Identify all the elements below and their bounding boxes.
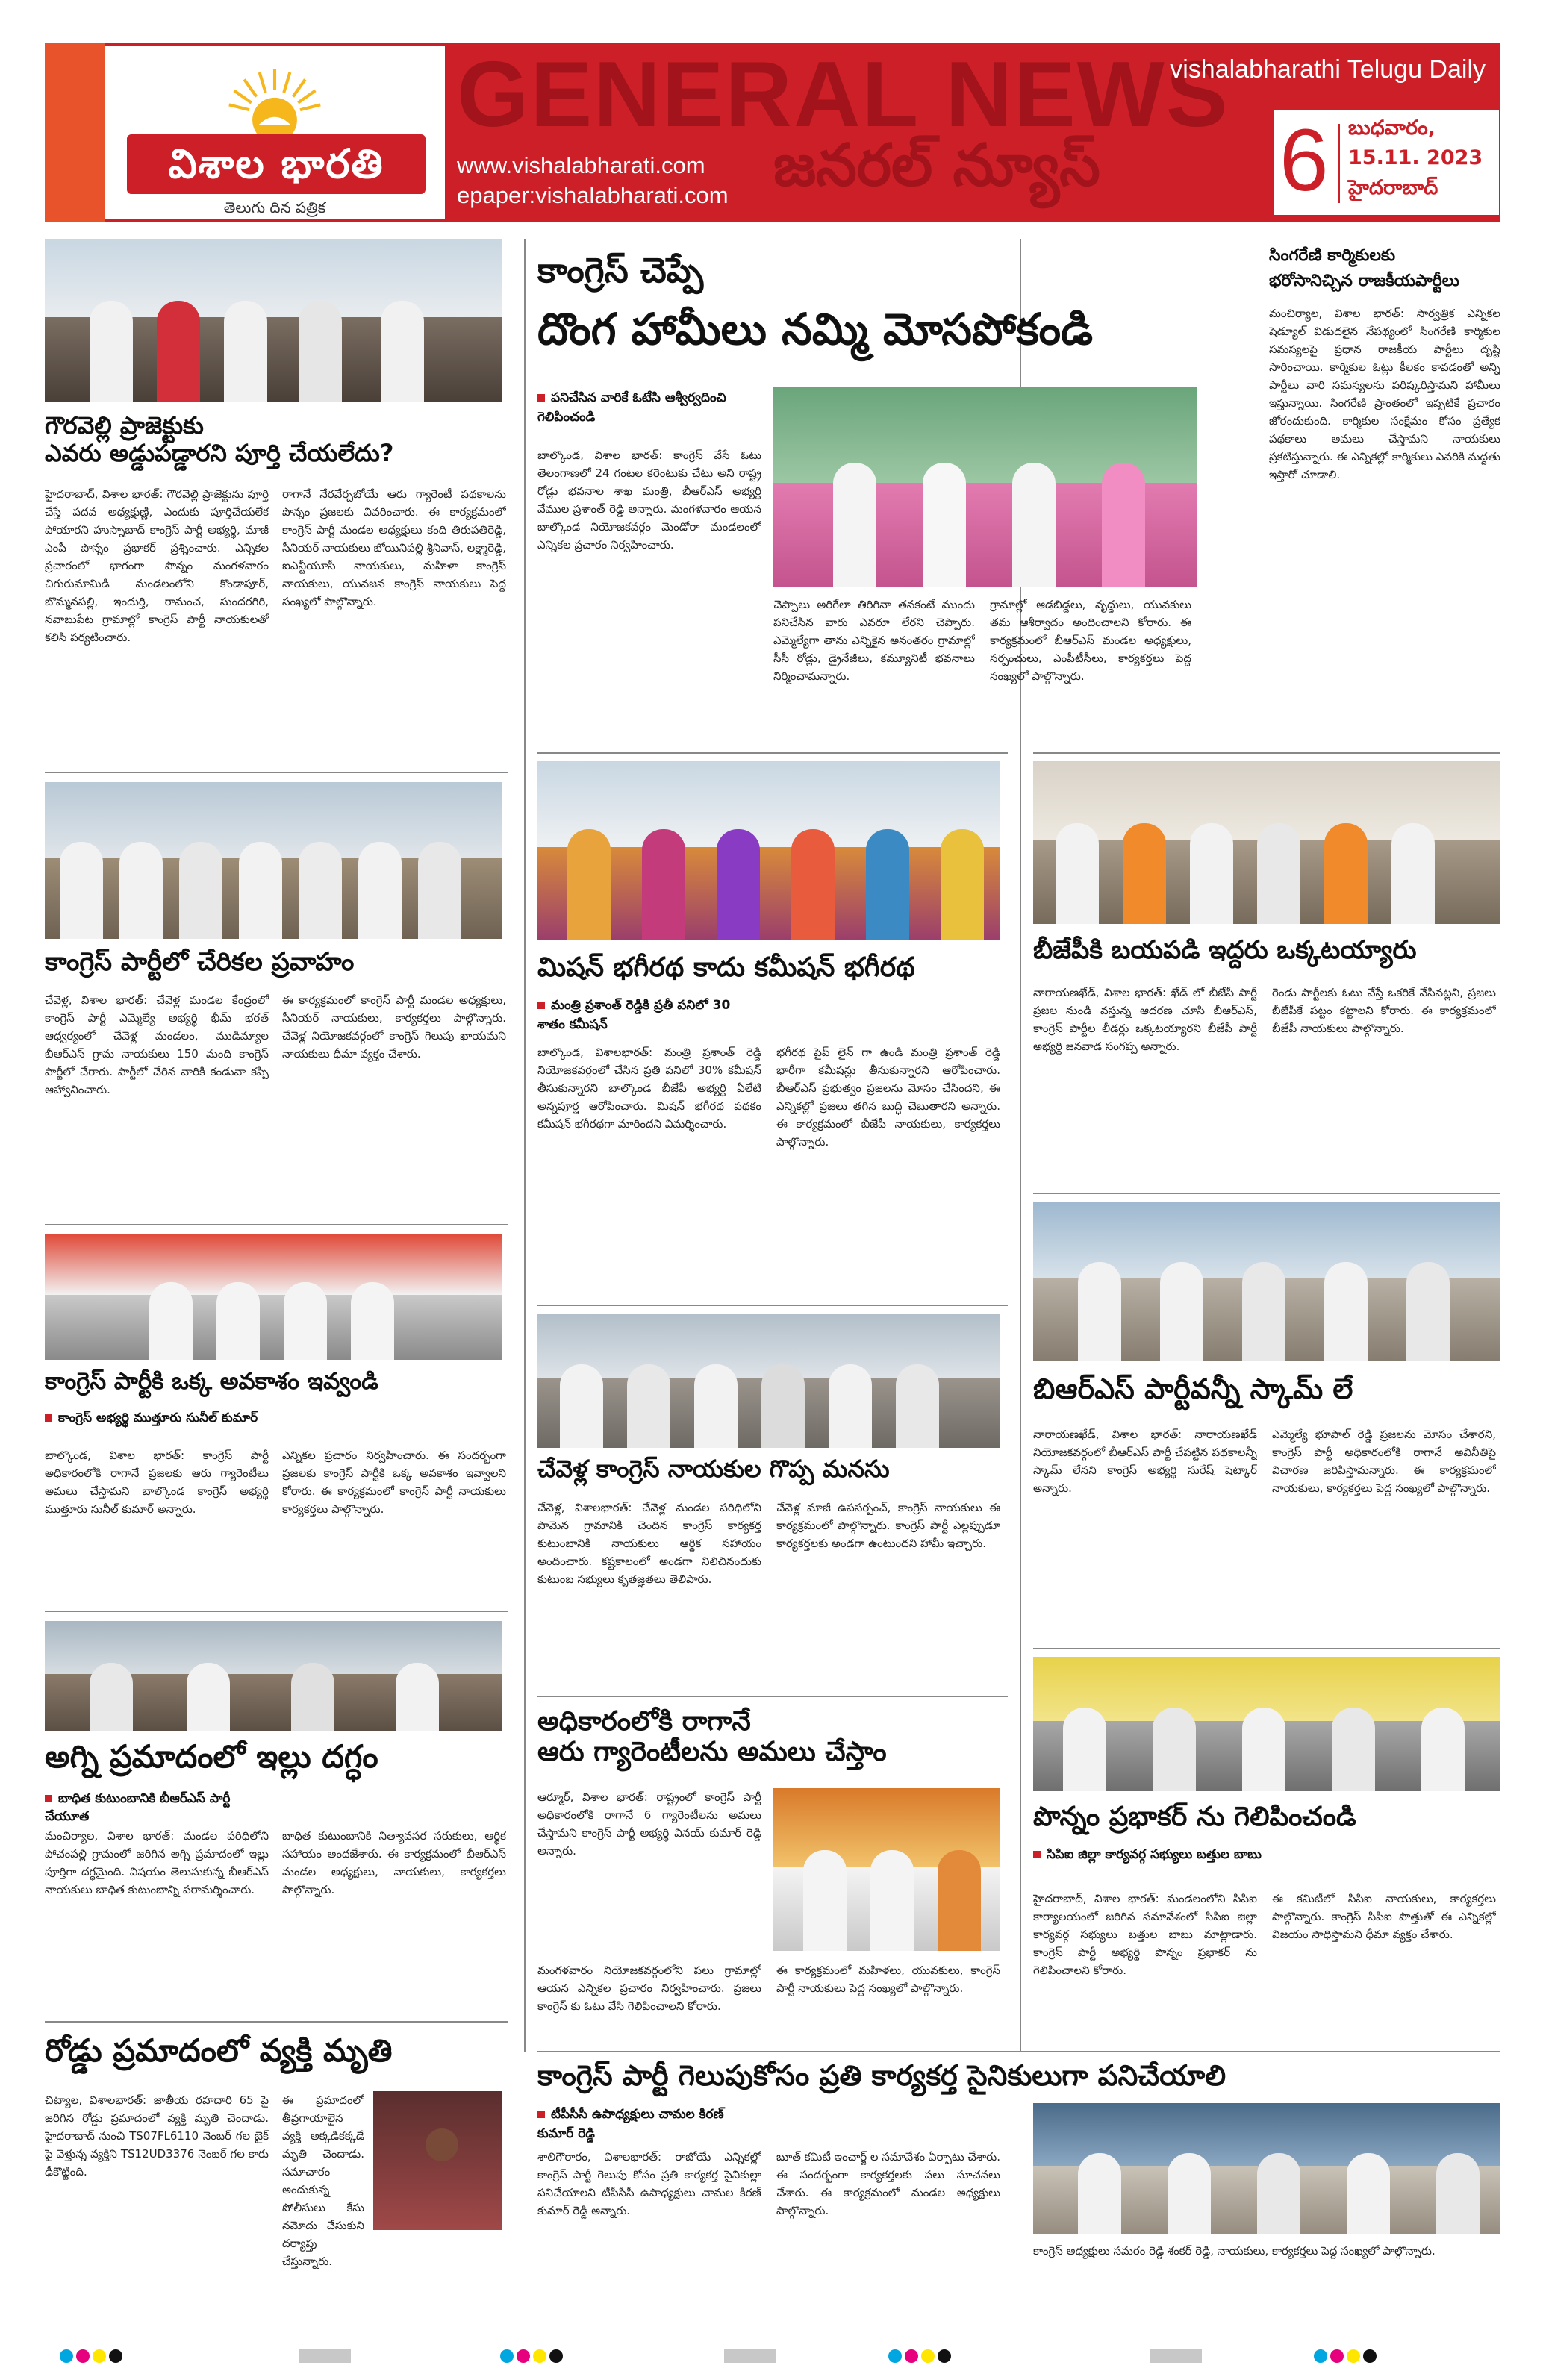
bjp-odd-headline: బీజేపీకి బయపడి ఇద్దరు ఒక్కటయ్యారు: [1033, 935, 1417, 965]
congress-cheppe-subhead: పనిచేసిన వారికే ఓటేసి ఆశ్వీర్వదించి గెలిపించండి: [537, 388, 761, 427]
epaper-link: epaper:vishalabharati.com: [457, 182, 729, 208]
body-column: ఎన్నికల ప్రచారం నిర్వహించారు. ఈ సందర్భంగా ప్రజలకు కాంగ్రెస్ పార్టీకి ఒక్క అవకాశం ఇవ్వాలని కోరారు. ఈ కార్యక్రమంలో కాంగ్రెస్ పార్టీ నాయకులు కార్యకర్తలు పాల్గొన్నారు.: [282, 1449, 506, 1516]
congress-cheppe-headline-main: దొంగ హామీలు నమ్మి మోసపోకండి: [537, 304, 1093, 354]
body-column: బూత్ కమిటీ ఇంచార్జ్ ల సమావేశం ఏర్పాటు చేశారు. ఈ సందర్భంగా కార్యకర్తలకు పలు సూచనలు చేశారు. ఈ కార్యక్రమంలో మండల అధ్యక్షులు పాల్గొన్నారు.: [776, 2150, 1000, 2217]
cherikalu-body: [45, 991, 508, 1215]
body-column: హైదరాబాద్, విశాల భారత్: గౌరవెల్లి ప్రాజెక్టును పూర్తి చేస్తే పదవ అధ్యక్షుణ్ణి, ఎందుకు పూర్తిచేయలేక పోయారని హుస్నాబాద్ కాంగ్రెస్ పార్టీ అభ్యర్థి, మాజీ ఎంపీ పొన్నం ప్రభాకర్ ప్రశ్నించారు. ఎన్నికల ప్రచారంలో భాగంగా పొన్నం మంగళవారం చిగురుమామిడి మండలంలోని కొండాపూర్, బొమ్మనపల్లి, ఇందుర్తి, రామంచ, సుందరగిరి, నవాబుపేట గ్రామాల్లో కాంగ్రెస్ పార్టీ నాయకులతో కలిసి పర్యటించారు.: [45, 487, 269, 644]
registration-gray-bar: [724, 2349, 776, 2363]
registration-dot-magenta: [517, 2349, 530, 2363]
ponnam-subhead: సిపిఐ జిల్లా కార్యవర్గ సభ్యులు బత్తుల బాబు: [1033, 1845, 1272, 1864]
body-column: నారాయణఖేడ్, విశాల భారత్: ఖేడ్ లో బీజేపీ పార్టీ ప్రజల నుండి వస్తున్న ఆదరణ చూసి బీఆర్ఎస్, కాంగ్రెస్ పార్టీల లీడర్లు ఒక్కటయ్యారని బీజేపీ పార్టీ అభ్యర్థి జనవాడ సంగప్ప అన్నారు.: [1033, 986, 1257, 1053]
gouravelli-body: [45, 485, 508, 761]
body-column: కాంగ్రెస్ అధ్యక్షులు సమరం రెడ్డి శంకర్ రెడ్డి, నాయకులు, కార్యకర్తలు పెద్ద సంఖ్యలో పాల్గొన్నారు.: [1033, 2244, 1436, 2258]
article-divider: [1033, 1648, 1500, 1649]
body-column: ఈ కార్యక్రమంలో కాంగ్రెస్ పార్టీ మండల అధ్యక్షులు, సీనియర్ నాయకులు, కార్యకర్తలు పాల్గొన్నారు. చేవెళ్ల నియోజకవర్గంలో కాంగ్రెస్ గెలుపు ఖాయమని నాయకులు ధీమా వ్యక్తం చేశారు.: [282, 993, 506, 1061]
body-column: బాల్కొండ, విశాలభారత్: మంత్రి ప్రశాంత్ రెడ్డి నియోజకవర్గంలో చేసిన ప్రతి పనిలో 30% కమీషన్ తీసుకున్నారని బాల్కొండ బీజేపీ అభ్యర్థి ఏలేటి అన్నపూర్ణ ఆరోపించారు. మిషన్ భగీరథ పథకం కమీషన్ భగీరథగా మారిందని విమర్శించారు.: [537, 1046, 761, 1131]
okka-avakasam-headline: కాంగ్రెస్ పార్టీకి ఒక్క అవకాశం ఇవ్వండి: [45, 1368, 379, 1395]
logo-text: విశాల భారతి: [127, 134, 426, 194]
article-divider: [45, 772, 508, 773]
bjp-odd-body: [1033, 984, 1500, 1185]
registration-dot-black: [109, 2349, 122, 2363]
headline-line: ఆరు గ్యారెంటీలను అమలు చేస్తాం: [537, 1737, 887, 1768]
mission-bhagiratha-body: [537, 1043, 1008, 1290]
headline-line: కాంగ్రెస్ చెప్పే: [537, 250, 704, 290]
article-photo-speaker: [773, 1788, 1000, 1951]
headline-line: అధికారంలోకి రాగానే: [537, 1706, 751, 1737]
registration-dot-magenta: [1330, 2349, 1344, 2363]
registration-marks: [500, 2349, 563, 2366]
registration-dot-magenta: [76, 2349, 90, 2363]
registration-marks: [888, 2349, 951, 2366]
registration-dot-black: [1363, 2349, 1377, 2363]
article-divider: [45, 1224, 508, 1225]
body-column: శాలిగౌరారం, విశాలభారత్: రాబోయే ఎన్నికల్లో కాంగ్రెస్ పార్టీ గెలుపు కోసం ప్రతి కార్యకర్త సైనికుల్లా పనిచేయాలని టీపీసీసీ ఉపాధ్యక్షులు చామల కిరణ్ కుమార్ రెడ్డి అన్నారు.: [537, 2150, 761, 2217]
registration-dot-yellow: [921, 2349, 935, 2363]
banner-title-telugu: జనరల్ న్యూస్: [773, 131, 1100, 199]
article-photo-meeting: [1033, 1202, 1500, 1361]
body-column: ఆర్మూర్, విశాల భారత్: రాష్ట్రంలో కాంగ్రెస్ పార్టీ అధికారంలోకి రాగానే 6 గ్యారెంటీలను అమలు చేస్తామని కాంగ్రెస్ పార్టీ అభ్యర్థి వినయ్ కుమార్ రెడ్డి అన్నారు.: [537, 1790, 761, 1858]
registration-dot-cyan: [60, 2349, 73, 2363]
headline-line: సింగరేణి కార్మికులకు: [1269, 246, 1396, 265]
body-column: బాల్కొండ, విశాల భారత్: కాంగ్రెస్ పార్టీ అధికారంలోకి రాగానే ప్రజలకు ఆరు గ్యారెంటీలు అమలు చేస్తామని బాల్కొండ కాంగ్రెస్ అభ్యర్థి ముత్తూరు సునీల్ కుమార్ అన్నారు.: [45, 1449, 269, 1516]
body-column: ఈ కార్యక్రమంలో మహిళలు, యువకులు, కాంగ్రెస్ పార్టీ నాయకులు పెద్ద సంఖ్యలో పాల్గొన్నారు.: [776, 1964, 1000, 1995]
masthead-accent-bar: [45, 43, 105, 222]
date-box: [1274, 110, 1499, 215]
masthead-banner: [445, 43, 1500, 222]
article-divider: [1033, 752, 1500, 754]
logo-tagline: తెలుగు దిన పత్రిక: [223, 199, 326, 216]
ponnam-headline: పొన్నం ప్రభాకర్ ను గెలిపించండి: [1033, 1802, 1356, 1832]
body-column: గ్రామాల్లో ఆడబిడ్డలు, వృద్ధులు, యువకులు తమ ఆశీర్వాదం అందించాలని కోరారు. ఈ కార్యక్రమంలో బీఆర్ఎస్ మండల అధ్యక్షులు, సర్పంచులు, ఎంపీటీసీలు, కార్యకర్తలు పెద్ద సంఖ్యలో పాల్గొన్నారు.: [990, 598, 1191, 683]
registration-marks: [60, 2349, 122, 2366]
issue-day: బుధవారం,: [1348, 116, 1436, 140]
article-photo-minister-garland: [773, 387, 1197, 587]
article-divider: [45, 1611, 508, 1612]
body-column: మంచిర్యాల, విశాల భారత్: సార్వత్రిక ఎన్నికల షెడ్యూల్ విడుదలైన నేపథ్యంలో సింగరేణి కార్మికుల సమస్యలపై ప్రధాన రాజకీయ పార్టీలు దృష్టి సారించాయి. కార్మికుల ఓట్లు కీలకం కావడంతో అన్ని పార్టీలు వారి సమస్యలను పరిష్కరిస్తామని హామీలు ఇస్తున్నాయి. సింగరేణి ప్రాంతంలో ఇప్పటికే ప్రచారం జోరందుకుంది. కార్మికుల సంక్షేమం కోసం ప్రత్యేక పథకాలు అమలు చేస్తామని నాయకులు ప్రకటిస్తున్నారు. ఈ ఎన్నికల్లో కార్మికులు ఎవరికి మద్దతు ఇస్తారో చూడాలి.: [1269, 307, 1500, 481]
registration-dot-black: [938, 2349, 951, 2363]
registration-dot-cyan: [500, 2349, 514, 2363]
congress-cheppe-body-1: [537, 446, 761, 737]
registration-dot-yellow: [1347, 2349, 1360, 2363]
registration-gray-bar: [1150, 2349, 1202, 2363]
sainikulu-subhead: టీపీసీసీ ఉపాధ్యక్షులు చామల కిరణ్ కుమార్ రెడ్డి: [537, 2105, 761, 2143]
singareni-headline: [1269, 243, 1493, 294]
article-photo-victim: [373, 2091, 502, 2230]
headline-line: ఎవరు అడ్డుపడ్డారని పూర్తి చేయలేదు?: [45, 438, 394, 467]
article-photo-bjp-group: [1033, 761, 1500, 924]
date-divider: [1338, 124, 1340, 203]
registration-dot-black: [549, 2349, 563, 2363]
mission-bhagiratha-subhead: మంత్రి ప్రశాంత్ రెడ్డికి ప్రతీ పనిలో 30 శాతం కమీషన్: [537, 996, 761, 1034]
roddu-headline: రోడ్డు ప్రమాదంలో వ్యక్తి మృతి: [45, 2032, 393, 2069]
singareni-body: [1269, 304, 1500, 737]
issue-city: హైదరాబాద్: [1348, 176, 1438, 199]
okka-avakasam-body: [45, 1446, 508, 1596]
sainikulu-headline: కాంగ్రెస్ పార్టీ గెలుపుకోసం ప్రతి కార్యకర్త సైనికులుగా పనిచేయాలి: [537, 2059, 1226, 2092]
body-column: భగీరథ పైప్ లైన్ గా ఉండి మంత్రి ప్రశాంత్ రెడ్డి భారీగా కమీషన్లు తీసుకున్నారని ఆరోపించారు. బీఆర్ఎస్ ప్రభుత్వం ప్రజలను మోసం చేసిందని, ఈ ఎన్నికల్లో ప్రజలు తగిన బుద్ధి చెబుతారని అన్నారు. ఈ కార్యక్రమంలో బీజేపీ నాయకులు, కార్యకర్తలు పాల్గొన్నారు.: [776, 1046, 1000, 1149]
aru-guarantees-headline: [537, 1706, 1008, 1768]
brs-scam-headline: బిఆర్ఎస్ పార్టీవన్నీ స్కామ్ లే: [1033, 1372, 1353, 1405]
body-column: చేవెళ్ల, విశాల భారత్: చేవెళ్ల మండల కేంద్రంలో కాంగ్రెస్ పార్టీ ఎమ్మెల్యే అభ్యర్థి భీమ్ భరత్ ఆధ్వర్యంలో చేవెళ్ల మండలం, ముడిమ్యాల బీఆర్ఎస్ గ్రామ నాయకులు 150 మంది కాంగ్రెస్ పార్టీలో చేరారు. పార్టీలో చేరిన వారికి కండువా కప్పి ఆహ్వానించారు.: [45, 993, 269, 1096]
sainikulu-body: [537, 2148, 1015, 2327]
issue-date: 15.11. 2023: [1348, 146, 1483, 169]
registration-gray-bar: [299, 2349, 351, 2363]
article-divider: [537, 752, 1008, 754]
article-photo-visit: [45, 1621, 502, 1731]
agni-headline: అగ్ని ప్రమాదంలో ఇల్లు దగ్ధం: [45, 1738, 378, 1775]
page-number: 6: [1279, 111, 1329, 210]
body-column: ఎమ్మెల్యే భూపాల్ రెడ్డి ప్రజలను మోసం చేశారని, కాంగ్రెస్ పార్టీ అధికారంలోకి రాగానే అవినీతిపై విచారణ జరిపిస్తామన్నారు. ఈ కార్యక్రమంలో నాయకులు, కార్యకర్తలు పెద్ద సంఖ్యలో పాల్గొన్నారు.: [1272, 1428, 1496, 1495]
okka-avakasam-subhead: కాంగ్రెస్ అభ్యర్థి ముత్తూరు సునీల్ కుమార్: [45, 1411, 269, 1428]
body-column: రాగానే నేరవేర్చబోయే ఆరు గ్యారెంటీ పథకాలను పొన్నం ప్రజలకు వివరించారు. ఈ కార్యక్రమంలో కాంగ్రెస్ పార్టీ మండల అధ్యక్షులు కంది తిరుపతిరెడ్డి, సీనియర్ నాయకులు బోయినిపల్లి శ్రీనివాస్, లక్ష్మారెడ్డి, ఐఎన్టీయూసీ నాయకులు, మహిళా కాంగ్రెస్ నాయకులు, యువజన కాంగ్రెస్ నాయకులు పెద్ద సంఖ్యలో పాల్గొన్నారు.: [282, 487, 506, 608]
body-column: రెండు పార్టీలకు ఓటు వేస్తే ఒకరికే వేసినట్లని, ప్రజలు బీజేపీకే పట్టం కట్టాలని కోరారు. ఈ కార్యక్రమంలో బీజేపీ నాయకులు పాల్గొన్నారు.: [1272, 986, 1496, 1035]
article-photo-help: [537, 1314, 1000, 1448]
aru-guarantees-body-2: [537, 1961, 1008, 2036]
body-column: ఈ కమిటీలో సిపిఐ నాయకులు, కార్యకర్తలు పాల్గొన్నారు. కాంగ్రెస్ సిపిఐ పొత్తుతో ఈ ఎన్నికల్లో విజయం సాధిస్తామని ధీమా వ్యక్తం చేశారు.: [1272, 1892, 1496, 1941]
agni-body: [45, 1827, 508, 2006]
article-photo-stage: [45, 1234, 502, 1360]
gouravelli-headline: [45, 412, 508, 467]
logo-block: [105, 43, 445, 222]
body-column: బాధిత కుటుంబానికి నిత్యావసర సరుకులు, ఆర్థిక సహాయం అందజేశారు. ఈ కార్యక్రమంలో బీఆర్ఎస్ మండల అధ్యక్షులు, నాయకులు, కార్యకర్తలు పాల్గొన్నారు.: [282, 1829, 506, 1896]
article-divider: [537, 2051, 1500, 2052]
article-photo-group: [45, 782, 502, 939]
website-link: www.vishalabharati.com: [457, 152, 705, 178]
congress-cheppe-headline: [537, 251, 1015, 290]
headline-line: గౌరవెల్లి ప్రాజెక్టుకు: [45, 411, 204, 440]
body-column: హైదరాబాద్, విశాల భారత్: మండలంలోని సిపిఐ కార్యాలయంలో జరిగిన సమావేశంలో సిపిఐ జిల్లా కార్యవర్గ సభ్యులు బత్తుల బాబు మాట్లాడారు. కాంగ్రెస్ పార్టీ అభ్యర్థి పొన్నం ప్రభాకర్ ను గెలిపించాలని కోరారు.: [1033, 1892, 1257, 1977]
article-photo-women-rally: [537, 761, 1000, 940]
article-divider: [537, 1696, 1008, 1697]
article-divider: [1033, 1193, 1500, 1194]
body-column: మంగళవారం నియోజకవర్గంలోని పలు గ్రామాల్లో ఆయన ఎన్నికల ప్రచారం నిర్వహించారు. ప్రజలు కాంగ్రెస్ కు ఓటు వేసి గెలిపించాలని కోరారు.: [537, 1964, 761, 2013]
body-column: చెప్పాలు అరిగేలా తిరిగినా తనకంటే ముందు పనిచేసిన వారు ఎవరూ లేరని చెప్పారు. ఎమ్మెల్యేగా తాను ఎన్నికైన అనంతరం గ్రామాల్లో సీసీ రోడ్లు, డ్రైనేజీలు, కమ్యూనిటీ భవనాలు నిర్మించామన్నారు.: [773, 598, 975, 683]
body-column: బాల్కొండ, విశాల భారత్: కాంగ్రెస్ వేసే ఓటు తెలంగాణలో 24 గంటల కరెంటుకు చేటు అని రాష్ట్ర రోడ్లు భవనాల శాఖ మంత్రి, బీఆర్ఎస్ అభ్యర్థి వేముల ప్రశాంత్ రెడ్డి అన్నారు. మంగళవారం ఆయన బాల్కొండ నియోజకవర్గం మెండోరా మండలంలో ఎన్నికల ప్రచారం నిర్వహించారు.: [537, 449, 761, 552]
body-column: నారాయణఖేడ్, విశాల భారత్: నారాయణఖేడ్ నియోజకవర్గంలో బీఆర్ఎస్ పార్టీ చేపట్టిన పథకాలన్నీ స్కామ్ లేనని కాంగ్రెస్ అభ్యర్థి సురేష్ షెట్కార్ అన్నారు.: [1033, 1428, 1257, 1495]
article-divider: [45, 2021, 508, 2023]
body-column: చిట్యాల, విశాలభారత్: జాతీయ రహదారి 65 పై జరిగిన రోడ్డు ప్రమాదంలో వ్యక్తి మృతి చెందాడు. హైదరాబాద్ నుంచి TS07FL6110 నెంబర్ గల బైక్ పై వెళ్తున్న వ్యక్తిని TS12UD3376 నెంబర్ గల కారు ఢీకొట్టింది.: [45, 2093, 269, 2178]
body-column: ఈ ప్రమాదంలో తీవ్రగాయాలైన వ్యక్తి అక్కడికక్కడే మృతి చెందాడు. సమాచారం అందుకున్న పోలీసులు కేసు నమోదు చేసుకుని దర్యాప్తు చేస్తున్నారు.: [282, 2093, 364, 2268]
newspaper-page: [45, 43, 1500, 2342]
body-column: చేవెళ్ల మాజీ ఉపసర్పంచ్, కాంగ్రెస్ నాయకులు ఈ కార్యక్రమంలో పాల్గొన్నారు. కాంగ్రెస్ పార్టీ ఎల్లప్పుడూ కార్యకర్తలకు అండగా ఉంటుందని హామీ ఇచ్చారు.: [776, 1501, 1000, 1550]
registration-dot-magenta: [905, 2349, 918, 2363]
article-divider: [537, 1305, 1008, 1306]
masthead: [45, 43, 1500, 222]
sainikulu-body-2: [1033, 2242, 1500, 2324]
congress-cheppe-body-2: [773, 596, 1199, 745]
article-photo-cpi-meeting: [1033, 1657, 1500, 1791]
article-photo-booth-meeting: [1033, 2103, 1500, 2234]
body-column: మంచిర్యాల, విశాల భారత్: మండల పరిధిలోని పోచంపల్లి గ్రామంలో జరిగిన అగ్ని ప్రమాదంలో ఇల్లు పూర్తిగా దగ్ధమైంది. విషయం తెలుసుకున్న బీఆర్ఎస్ నాయకులు బాధిత కుటుంబాన్ని పరామర్శించారు.: [45, 1829, 269, 1896]
registration-dot-cyan: [888, 2349, 902, 2363]
registration-dot-yellow: [93, 2349, 106, 2363]
column-rule: [524, 239, 526, 2052]
chevella-goppa-headline: చేవెళ్ల కాంగ్రెస్ నాయకుల గొప్ప మనసు: [537, 1455, 890, 1483]
agni-subhead: బాధిత కుటుంబానికి బీఆర్ఎస్ పార్టీ చేయూత: [45, 1791, 269, 1827]
banner-title-english: GENERAL NEWS: [457, 43, 1229, 146]
registration-dot-yellow: [533, 2349, 546, 2363]
chevella-goppa-body: [537, 1499, 1008, 1685]
headline-line: భరోసానిచ్చిన రాజకీయపార్టీలు: [1269, 272, 1459, 290]
aru-guarantees-body-1: [537, 1788, 761, 1952]
body-column: చేవెళ్ల, విశాలభారత్: చేవెళ్ల మండల పరిధిలోని పామెన గ్రామానికి చెందిన కాంగ్రెస్ కార్యకర్త కుటుంబానికి నాయకులు ఆర్థిక సహాయం అందించారు. కష్టకాలంలో అండగా నిలిచినందుకు కుటుంబ సభ్యులు కృతజ్ఞతలు తెలిపారు.: [537, 1501, 761, 1586]
cherikalu-headline: కాంగ్రెస్ పార్టీలో చేరికల ప్రవాహం: [45, 947, 355, 977]
paper-name: vishalabharathi Telugu Daily: [1170, 55, 1486, 84]
registration-dot-cyan: [1314, 2349, 1327, 2363]
mission-bhagiratha-headline: మిషన్ భగీరథ కాదు కమీషన్ భగీరథ: [537, 952, 915, 983]
registration-marks: [1314, 2349, 1377, 2366]
ponnam-body: [1033, 1890, 1500, 2031]
brs-scam-body: [1033, 1425, 1500, 1642]
article-photo-rally: [45, 239, 502, 402]
